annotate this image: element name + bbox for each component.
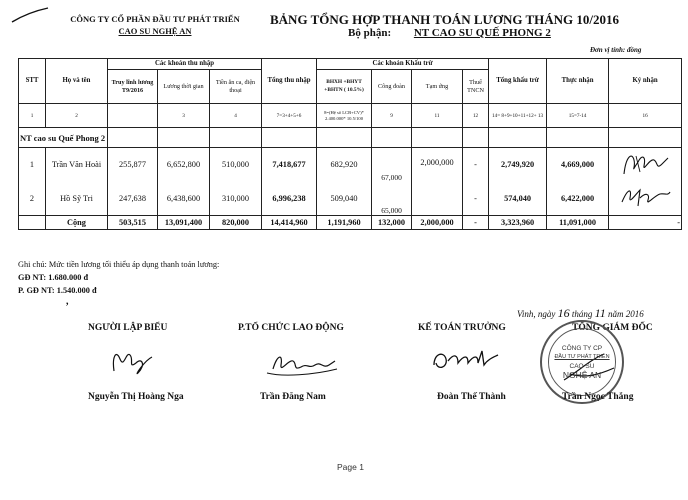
signature-title-preparer: NGƯỜI LẬP BIỂU <box>88 323 168 333</box>
header-sign: Ký nhận <box>609 59 682 104</box>
row-total-deduct: 574,040 <box>489 182 547 216</box>
row-insurance: 509,040 <box>317 182 372 216</box>
index-advance: 11 <box>412 104 463 128</box>
total-deduct: 3,323,960 <box>489 216 547 230</box>
date-month: 11 <box>594 306 606 320</box>
index-sign: 16 <box>609 104 682 128</box>
stamp-line2: ĐẦU TƯ PHÁT TRIỂN <box>554 354 610 360</box>
row-meal: 510,000 <box>210 148 262 182</box>
date-prefix: Vinh, ngày <box>517 309 556 319</box>
row-union: 65,000 <box>372 182 412 216</box>
total-label: Cộng <box>46 216 108 230</box>
signature-hoai <box>616 150 674 178</box>
signer-name-labor: Trần Đăng Nam <box>260 392 326 402</box>
index-stt: 1 <box>19 104 46 128</box>
section-cell <box>547 128 609 148</box>
company-line2: CAO SU NGHỆ AN <box>118 26 192 36</box>
stamp-line3: CAO SU <box>569 363 595 370</box>
note-minimum-wage: Ghi chú: Mức tiền lương tối thiểu áp dụng thanh toán lương: <box>18 260 220 269</box>
row-trace: 247,638 <box>108 182 158 216</box>
signature-thanh <box>428 343 508 375</box>
total-union: 132,000 <box>372 216 412 230</box>
date-line <box>517 306 644 321</box>
total-net: 11,091,000 <box>547 216 609 230</box>
row-total-income: 7,418,677 <box>262 148 317 182</box>
signer-name-preparer: Nguyễn Thị Hoàng Nga <box>88 392 184 402</box>
payroll-table <box>18 58 682 230</box>
unit-note: Đơn vị tính: đồng <box>590 46 642 54</box>
stamp-line4: NGHỆ AN <box>562 370 602 380</box>
row-stt: 2 <box>19 182 46 216</box>
total-salary: 13,091,400 <box>158 216 210 230</box>
signature-title-labor: P.TỔ CHỨC LAO ĐỘNG <box>238 323 344 333</box>
note-mark: , <box>66 296 69 307</box>
page-footer: Page 1 <box>337 462 364 472</box>
row-stt: 1 <box>19 148 46 182</box>
index-net: 15=7-14 <box>547 104 609 128</box>
header-name: Họ và tên <box>46 59 108 104</box>
section-cell <box>372 128 412 148</box>
index-total-deduct: 14= 8+9+10+11+12+ 13 <box>489 104 547 128</box>
date-day: 16 <box>557 306 570 320</box>
row-trace: 255,877 <box>108 148 158 182</box>
header-total-income: Tổng thu nhập <box>262 59 317 104</box>
signature-tri <box>616 184 674 210</box>
index-salary: 3 <box>158 104 210 128</box>
signature-nga <box>108 343 158 379</box>
total-insurance: 1,191,960 <box>317 216 372 230</box>
row-salary: 6,652,800 <box>158 148 210 182</box>
header-swoosh <box>10 6 50 29</box>
section-cell <box>210 128 262 148</box>
section-cell <box>412 128 463 148</box>
department-value: NT CAO SU QUẾ PHONG 2 <box>413 27 551 39</box>
index-total-income: 7=3+4+5+6 <box>262 104 317 128</box>
total-total-income: 14,414,960 <box>262 216 317 230</box>
header-advance: Tạm ứng <box>412 70 463 104</box>
header-total-deduct: Tổng khấu trừ <box>489 59 547 104</box>
row-advance: 2,000,000 <box>412 148 463 182</box>
row-total-income: 6,996,238 <box>262 182 317 216</box>
stamp-line1: CÔNG TY CP <box>561 345 603 352</box>
date-mid: tháng <box>571 309 593 319</box>
section-cell <box>463 128 489 148</box>
row-union: 67,000 <box>372 148 412 182</box>
note-director: GĐ NT: 1.680.000 đ <box>18 273 89 282</box>
header-income-group: Các khoản thu nhập <box>108 59 262 70</box>
index-tax: 12 <box>463 104 489 128</box>
section-cell <box>108 128 158 148</box>
row-tax: - <box>463 182 489 216</box>
total-sign: - <box>609 216 682 230</box>
row-name: Trần Văn Hoài <box>46 148 108 182</box>
header-meal: Tiền ăn ca, điện thoại <box>210 70 262 104</box>
note-vice-director: P. GĐ NT: 1.540.000 đ <box>18 286 97 295</box>
header-trace: Truy lĩnh lương T9/2016 <box>108 70 158 104</box>
signer-name-chief-accountant: Đoàn Thế Thành <box>437 392 506 402</box>
row-meal: 310,000 <box>210 182 262 216</box>
row-insurance: 682,920 <box>317 148 372 182</box>
total-advance: 2,000,000 <box>412 216 463 230</box>
index-cell <box>108 104 158 128</box>
section-cell <box>158 128 210 148</box>
header-tax: Thuế TNCN <box>463 70 489 104</box>
row-signature-cell <box>609 148 682 182</box>
row-net: 6,422,000 <box>547 182 609 216</box>
header-deduct-group: Các khoản Khấu trừ <box>317 59 489 70</box>
header-stt: STT <box>19 59 46 104</box>
company-name <box>55 14 255 36</box>
row-total-deduct: 2,749,920 <box>489 148 547 182</box>
row-name: Hồ Sỹ Tri <box>46 182 108 216</box>
department-label: Bộ phận: <box>348 27 392 39</box>
header-net: Thực nhận <box>547 59 609 104</box>
signature-title-chief-accountant: KẾ TOÁN TRƯỞNG <box>418 323 506 333</box>
table-row <box>19 148 682 182</box>
signature-nam <box>263 347 339 379</box>
section-cell <box>262 128 317 148</box>
section-cell <box>609 128 682 148</box>
total-row <box>19 216 682 230</box>
total-trace: 503,515 <box>108 216 158 230</box>
total-tax: - <box>463 216 489 230</box>
signature-title-general-director: TỔNG GIÁM ĐỐC <box>572 323 653 333</box>
section-cell <box>489 128 547 148</box>
section-cell <box>317 128 372 148</box>
total-meal: 820,000 <box>210 216 262 230</box>
table-row <box>19 182 682 216</box>
signer-name-general-director: Trần Ngọc Thắng <box>562 392 634 402</box>
row-tax: - <box>463 148 489 182</box>
header-insurance: BHXH +BHYT +BHTN ( 10.5%) <box>317 70 372 104</box>
index-union: 9 <box>372 104 412 128</box>
header-union: Công đoàn <box>372 70 412 104</box>
row-signature-cell <box>609 182 682 216</box>
index-meal: 4 <box>210 104 262 128</box>
section-label: NT cao su Quế Phong 2 <box>19 128 108 148</box>
date-suffix: năm 2016 <box>607 309 644 319</box>
row-salary: 6,438,600 <box>158 182 210 216</box>
company-line1: CÔNG TY CỔ PHẦN ĐẦU TƯ PHÁT TRIỂN <box>70 14 240 24</box>
index-insurance: 8=(Hệ số LCB+CV)* 2.400.000* 10.5/100 <box>317 104 372 128</box>
report-title: BẢNG TỔNG HỢP THANH TOÁN LƯƠNG THÁNG 10/2016 <box>270 12 620 27</box>
department-line <box>348 27 551 39</box>
index-name: 2 <box>46 104 108 128</box>
header-salary: Lương thời gian <box>158 70 210 104</box>
total-cell <box>19 216 46 230</box>
row-net: 4,669,000 <box>547 148 609 182</box>
row-advance <box>412 182 463 216</box>
